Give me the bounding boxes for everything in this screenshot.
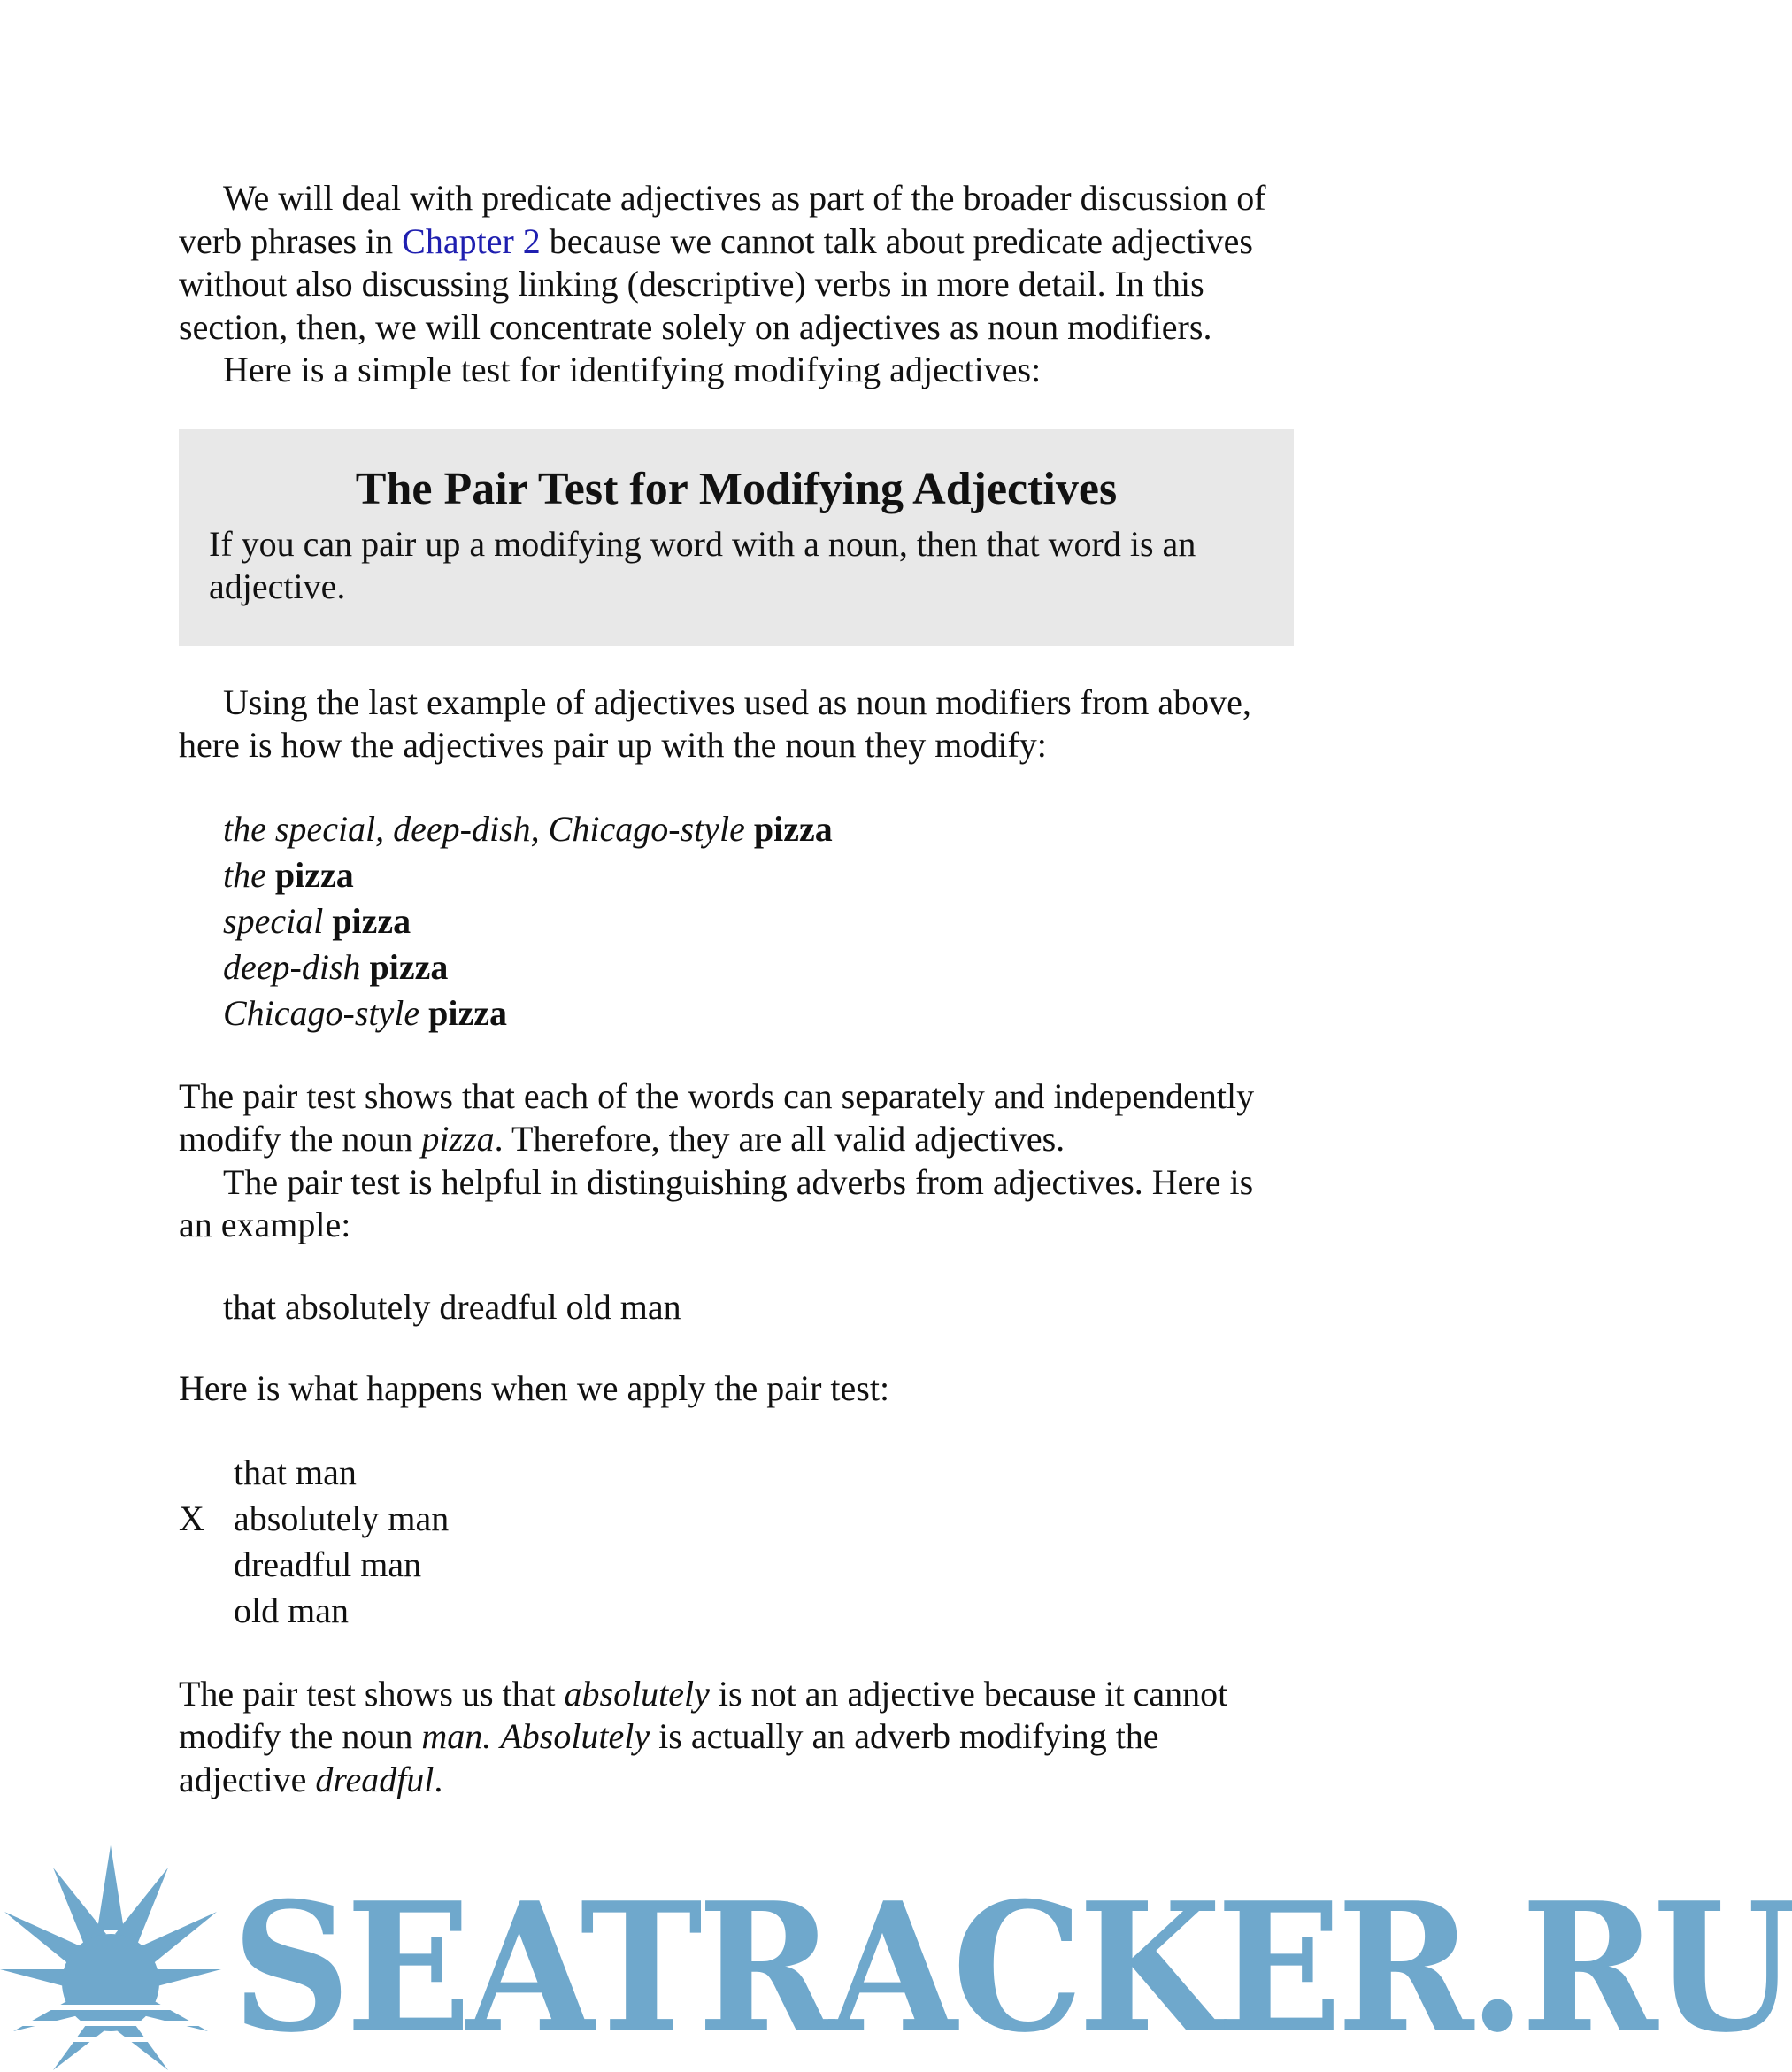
pair-mark: X [179, 1498, 204, 1538]
conclusion-paragraph: The pair test shows us that absolutely is not an adjective because it cannot modify the noun man. Absolutely is actually an adverb modifying the adjective dreadful. [179, 1673, 1228, 1799]
pair-mark [179, 1542, 234, 1588]
pair-test-list [179, 1450, 1294, 1634]
pair-mark [179, 1588, 234, 1634]
example-row: special pizza [223, 900, 411, 941]
pair-row: old man [179, 1588, 1294, 1634]
intro-paragraph: We will deal with predicate adjectives as part of the broader discussion of verb phrases in Chapter 2 because we cannot talk about predicate adjectives without also discussing linking (descriptive) verbs in more detail. In this section, then, we will concentrate solely on adjectives as noun modifiers. [179, 178, 1266, 347]
rule-box-body: If you can pair up a modifying word with a noun, then that word is an adjective. [209, 523, 1196, 606]
example-row: the pizza [223, 854, 354, 895]
section2-paragraph: Using the last example of adjectives used as noun modifiers from above, here is how the adjectives pair up with the noun they modify: [179, 682, 1251, 765]
section3-paragraph-2: The pair test is helpful in distinguishing adverbs from adjectives. Here is an example: [179, 1161, 1254, 1244]
section4-paragraph: Here is what happens when we apply the pair test: [179, 1368, 890, 1408]
pair-row: X absolutely man [179, 1496, 1294, 1542]
pair-row: dreadful man [179, 1542, 1294, 1588]
section3-paragraph: The pair test shows that each of the words can separately and independently modify the noun pizza. Therefore, they are all valid adjectives. [179, 1075, 1255, 1159]
watermark-text: SEATRACKER.RU [232, 1864, 1792, 2072]
pizza-examples [223, 806, 1294, 1036]
pair-row: that man [179, 1450, 1294, 1496]
rule-box-title: The Pair Test for Modifying Adjectives [355, 463, 1118, 514]
rule-box [179, 429, 1294, 646]
chapter-link[interactable]: Chapter 2 [402, 220, 541, 261]
example-phrase: that absolutely dreadful old man [223, 1286, 681, 1327]
example-row: the special, deep-dish, Chicago-style pizza [223, 808, 833, 849]
example-row: Chicago-style pizza [223, 992, 508, 1033]
intro-paragraph-2: Here is a simple test for identifying modifying adjectives: [223, 350, 1042, 389]
example-row: deep-dish pizza [223, 946, 449, 987]
page-content [179, 177, 1294, 1801]
pair-mark [179, 1450, 234, 1496]
